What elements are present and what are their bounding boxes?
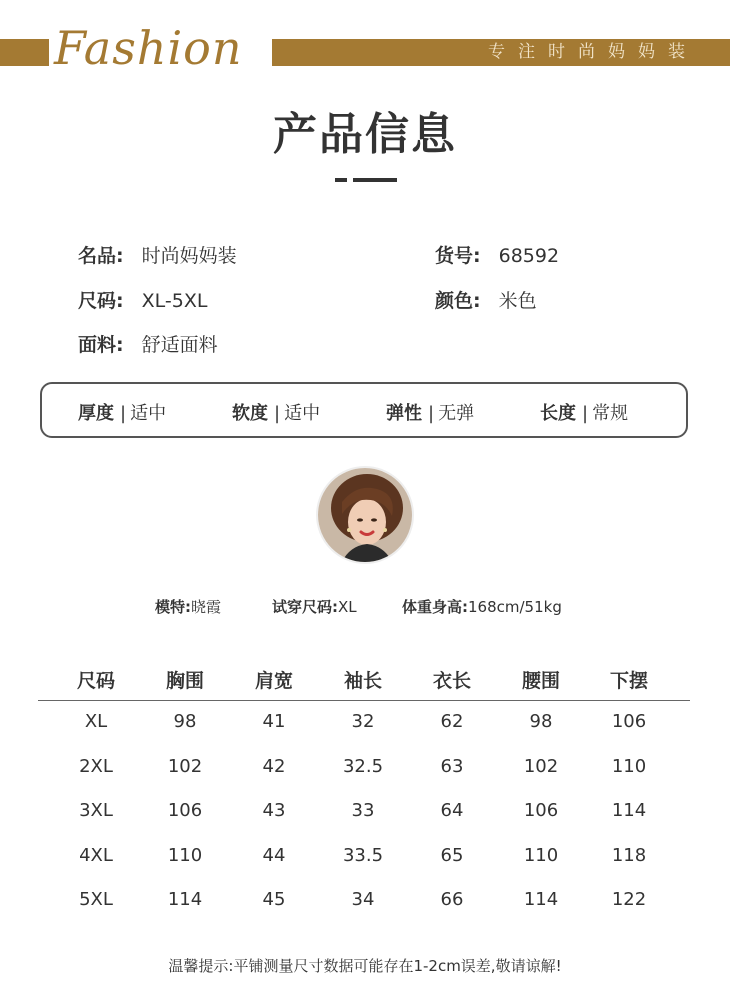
table-cell: 62 — [440, 711, 464, 732]
table-cell: 66 — [440, 889, 464, 910]
table-cell: 114 — [523, 889, 559, 910]
model-avatar — [316, 466, 414, 564]
table-cell: 41 — [262, 711, 286, 732]
table-cell: 43 — [262, 800, 286, 821]
product-fabric-value: 舒适面料 — [141, 334, 218, 356]
attribute-separator: | — [582, 403, 589, 424]
brand-logo: Fashion — [54, 21, 243, 75]
model-name-value: 晓霞 — [191, 598, 222, 616]
table-cell: 102 — [167, 756, 203, 777]
model-name — [155, 596, 221, 617]
table-row — [38, 885, 690, 915]
table-cell: 98 — [173, 711, 197, 732]
table-cell: 33.5 — [342, 845, 384, 866]
product-size-label: 尺码: — [78, 290, 124, 312]
attribute-value: 无弹 — [438, 403, 475, 424]
table-cell: 106 — [167, 800, 203, 821]
table-cell: XL — [84, 711, 108, 732]
table-cell: 102 — [523, 756, 559, 777]
table-header-cell: 胸围 — [165, 670, 204, 692]
table-header-row — [38, 666, 690, 696]
table-cell: 63 — [440, 756, 464, 777]
table-cell: 44 — [262, 845, 286, 866]
model-trial-size — [272, 596, 357, 617]
attribute-separator: | — [120, 403, 127, 424]
product-fabric — [78, 330, 218, 357]
attribute-value: 适中 — [130, 403, 167, 424]
model-body — [402, 596, 562, 617]
table-header-cell: 尺码 — [76, 670, 115, 692]
table-cell: 118 — [611, 845, 647, 866]
table-row — [38, 707, 690, 737]
product-sku — [435, 241, 559, 268]
table-header-divider — [38, 700, 690, 701]
measurement-note: 温馨提示:平铺测量尺寸数据可能存在1-2cm误差,敬请谅解! — [168, 957, 562, 975]
title-divider-short — [335, 178, 347, 182]
product-name — [78, 241, 237, 268]
table-cell: 4XL — [79, 845, 113, 866]
table-cell: 34 — [351, 889, 375, 910]
attribute-label: 弹性 — [386, 403, 422, 424]
model-portrait-image — [318, 468, 414, 564]
model-body-value: 168cm/51kg — [468, 598, 562, 616]
table-row — [38, 752, 690, 782]
model-size-value: XL — [338, 598, 357, 616]
table-row — [38, 796, 690, 826]
header-tagline: 专注时尚妈妈装 — [488, 42, 698, 62]
table-cell: 106 — [611, 711, 647, 732]
table-cell: 114 — [167, 889, 203, 910]
table-cell: 110 — [523, 845, 559, 866]
attribute-value: 常规 — [592, 403, 629, 424]
table-cell: 106 — [523, 800, 559, 821]
attribute-thickness — [78, 399, 166, 425]
product-name-label: 名品: — [78, 245, 124, 267]
table-header-cell: 衣长 — [432, 670, 471, 692]
attribute-label: 厚度 — [78, 403, 114, 424]
table-cell: 42 — [262, 756, 286, 777]
table-cell: 5XL — [79, 889, 113, 910]
table-row — [38, 841, 690, 871]
table-cell: 3XL — [79, 800, 113, 821]
attribute-box — [40, 382, 688, 438]
title-divider-long — [353, 178, 397, 182]
table-cell: 65 — [440, 845, 464, 866]
product-color — [435, 286, 537, 313]
table-header-cell: 腰围 — [521, 670, 560, 692]
product-sku-value: 68592 — [498, 245, 560, 267]
product-color-value: 米色 — [498, 290, 537, 312]
table-cell: 98 — [529, 711, 553, 732]
attribute-softness — [232, 399, 320, 425]
model-name-label: 模特: — [155, 598, 191, 616]
table-cell: 122 — [611, 889, 647, 910]
product-size-value: XL-5XL — [141, 290, 208, 312]
attribute-length — [540, 399, 628, 425]
table-cell: 114 — [611, 800, 647, 821]
attribute-label: 软度 — [232, 403, 268, 424]
page-title: 产品信息 — [273, 109, 457, 160]
table-header-cell: 肩宽 — [254, 670, 293, 692]
product-sku-label: 货号: — [435, 245, 481, 267]
model-size-label: 试穿尺码: — [272, 598, 338, 616]
attribute-separator: | — [274, 403, 281, 424]
table-cell: 45 — [262, 889, 286, 910]
table-cell: 33 — [351, 800, 375, 821]
table-cell: 64 — [440, 800, 464, 821]
attribute-elasticity — [386, 399, 474, 425]
table-cell: 110 — [167, 845, 203, 866]
table-header-cell: 袖长 — [343, 670, 382, 692]
product-fabric-label: 面料: — [78, 334, 124, 356]
table-header-cell: 下摆 — [609, 670, 648, 692]
model-body-label: 体重身高: — [402, 598, 468, 616]
product-color-label: 颜色: — [435, 290, 481, 312]
attribute-label: 长度 — [540, 403, 576, 424]
table-cell: 32.5 — [342, 756, 384, 777]
product-size — [78, 286, 207, 313]
product-name-value: 时尚妈妈装 — [141, 245, 237, 267]
attribute-value: 适中 — [284, 403, 321, 424]
header-bar-left — [0, 39, 49, 66]
table-cell: 110 — [611, 756, 647, 777]
table-cell: 32 — [351, 711, 375, 732]
table-cell: 2XL — [79, 756, 113, 777]
attribute-separator: | — [428, 403, 435, 424]
